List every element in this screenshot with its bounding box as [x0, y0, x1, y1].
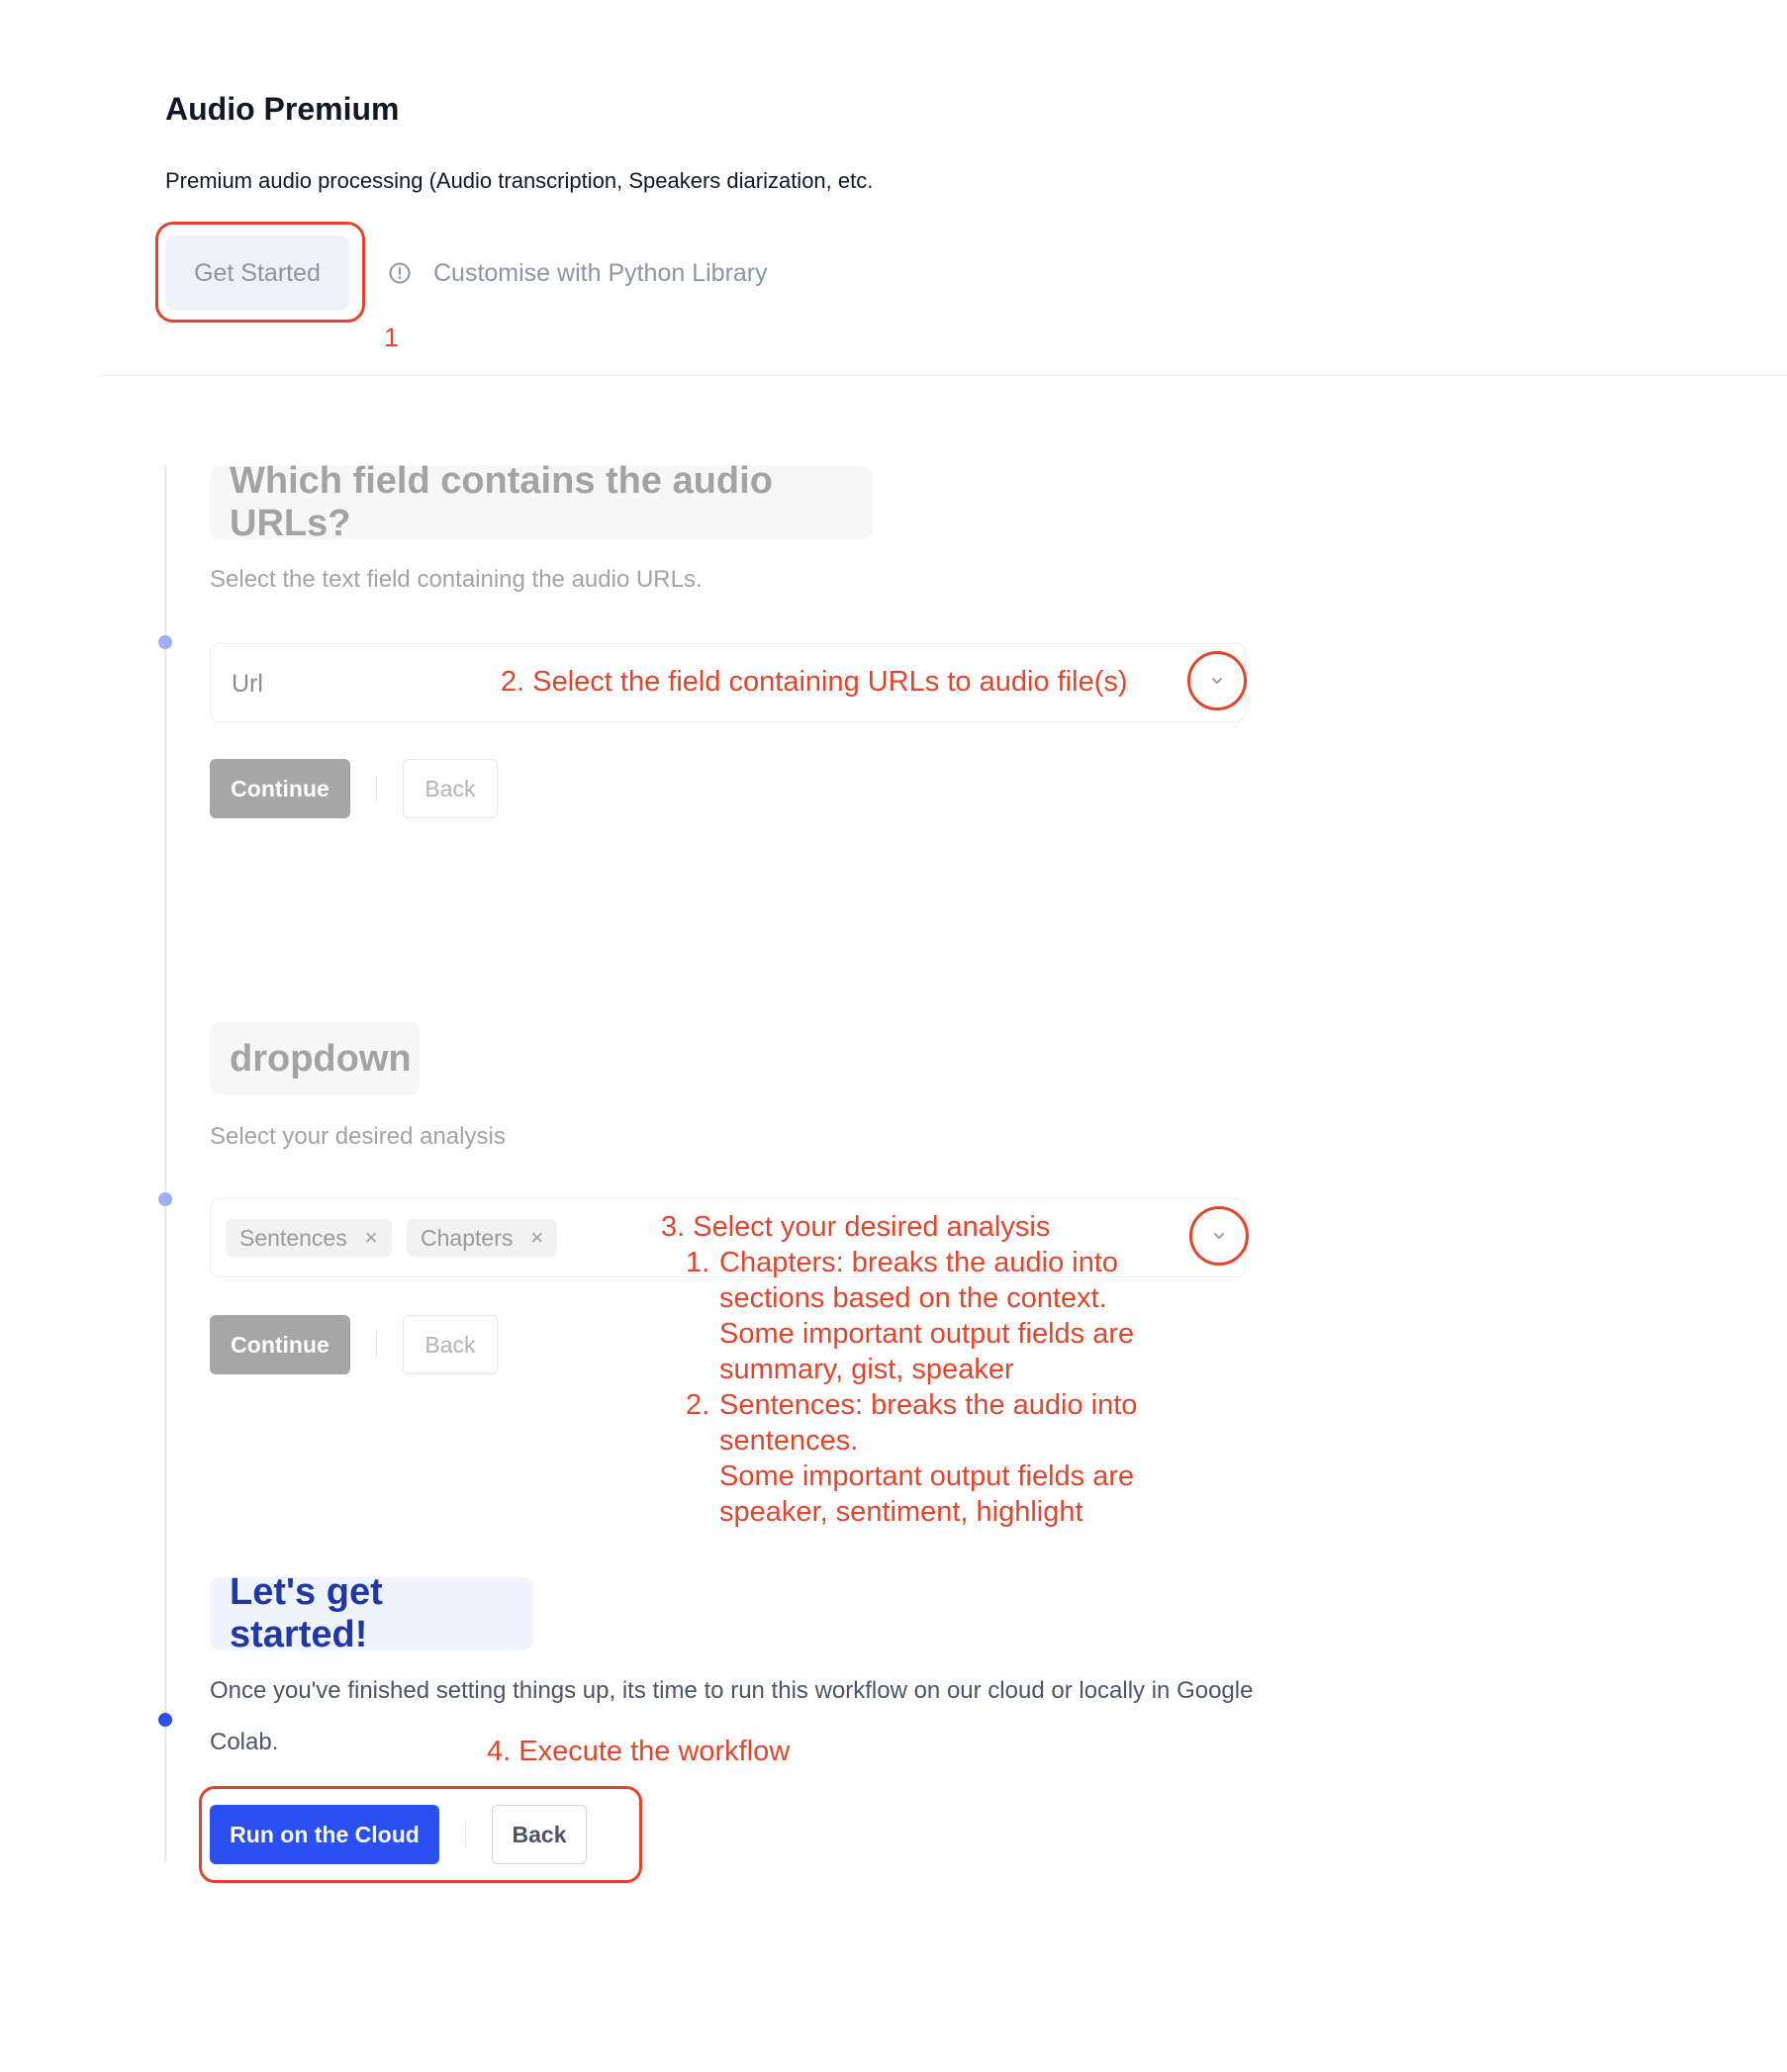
step-1-title: Which field contains the audio URLs? — [210, 466, 873, 539]
step-2-back-button[interactable]: Back — [403, 1315, 498, 1374]
annotation-3-list — [661, 1245, 1137, 1530]
python-library-link[interactable]: Customise with Python Library — [433, 259, 768, 287]
button-separator — [376, 1332, 377, 1358]
timeline-line — [164, 465, 166, 1862]
annotation-3-line: sections based on the context. — [719, 1282, 1107, 1314]
app-title: Audio Premium — [165, 91, 400, 127]
chip-label: Sentences — [239, 1224, 347, 1251]
step-1-subtitle: Select the text field containing the audio URLs. — [210, 566, 703, 593]
step-3-title: Let's get started! — [210, 1577, 533, 1650]
divider — [101, 375, 1787, 376]
annotation-3-line: Sentences: breaks the audio into — [719, 1389, 1138, 1421]
info-circle-icon — [388, 261, 412, 285]
step-1-continue-button[interactable]: Continue — [210, 759, 350, 818]
timeline-dot-step-3 — [158, 1713, 172, 1727]
annotation-3-item-number: 1. — [686, 1247, 710, 1278]
button-separator — [376, 776, 377, 801]
annotation-3-item-number: 2. — [686, 1389, 710, 1421]
annotation-2-label: 2. Select the field containing URLs to audio file(s) — [501, 666, 1128, 698]
audio-url-field-value: Url — [232, 670, 263, 698]
annotation-3-line: summary, gist, speaker — [719, 1354, 1014, 1385]
annotation-3-line: speaker, sentiment, highlight — [719, 1496, 1083, 1528]
chip-label: Chapters — [421, 1224, 514, 1251]
get-started-button[interactable]: Get Started — [165, 235, 349, 311]
annotation-3-item — [661, 1245, 1137, 1387]
step-1-back-button[interactable]: Back — [403, 759, 498, 818]
step-2-title: dropdown — [210, 1022, 420, 1095]
chip-chapters — [407, 1219, 557, 1257]
step-3-subtitle: Once you've finished setting things up, its time to run this workflow on our cloud or locally in Google Colab. — [210, 1677, 1254, 1755]
annotation-3-item — [661, 1387, 1137, 1530]
app-description: Premium audio processing (Audio transcription, Speakers diarization, etc. — [165, 168, 874, 193]
run-on-cloud-button[interactable]: Run on the Cloud — [210, 1805, 439, 1864]
annotation-3-heading: 3. Select your desired analysis — [661, 1211, 1051, 1243]
annotation-3-line: sentences. — [719, 1425, 859, 1457]
annotation-1-label: 1 — [384, 323, 400, 352]
chip-sentences — [226, 1219, 392, 1257]
annotation-3 — [661, 1209, 1137, 1530]
annotation-3-line: Chapters: breaks the audio into — [719, 1247, 1119, 1278]
chevron-down-icon[interactable] — [1207, 671, 1227, 691]
timeline-dot-step-1 — [158, 635, 172, 649]
step-3-back-button[interactable]: Back — [492, 1805, 587, 1864]
annotation-4-label: 4. Execute the workflow — [487, 1736, 791, 1767]
annotation-3-line: Some important output fields are — [719, 1318, 1135, 1350]
annotation-3-line: Some important output fields are — [719, 1460, 1135, 1492]
chevron-down-icon[interactable] — [1209, 1226, 1229, 1246]
step-2-continue-button[interactable]: Continue — [210, 1315, 350, 1374]
button-separator — [465, 1822, 466, 1847]
close-icon[interactable]: × — [364, 1225, 378, 1250]
timeline-dot-step-2 — [158, 1192, 172, 1206]
close-icon[interactable]: × — [530, 1225, 544, 1250]
step-2-subtitle: Select your desired analysis — [210, 1123, 506, 1150]
